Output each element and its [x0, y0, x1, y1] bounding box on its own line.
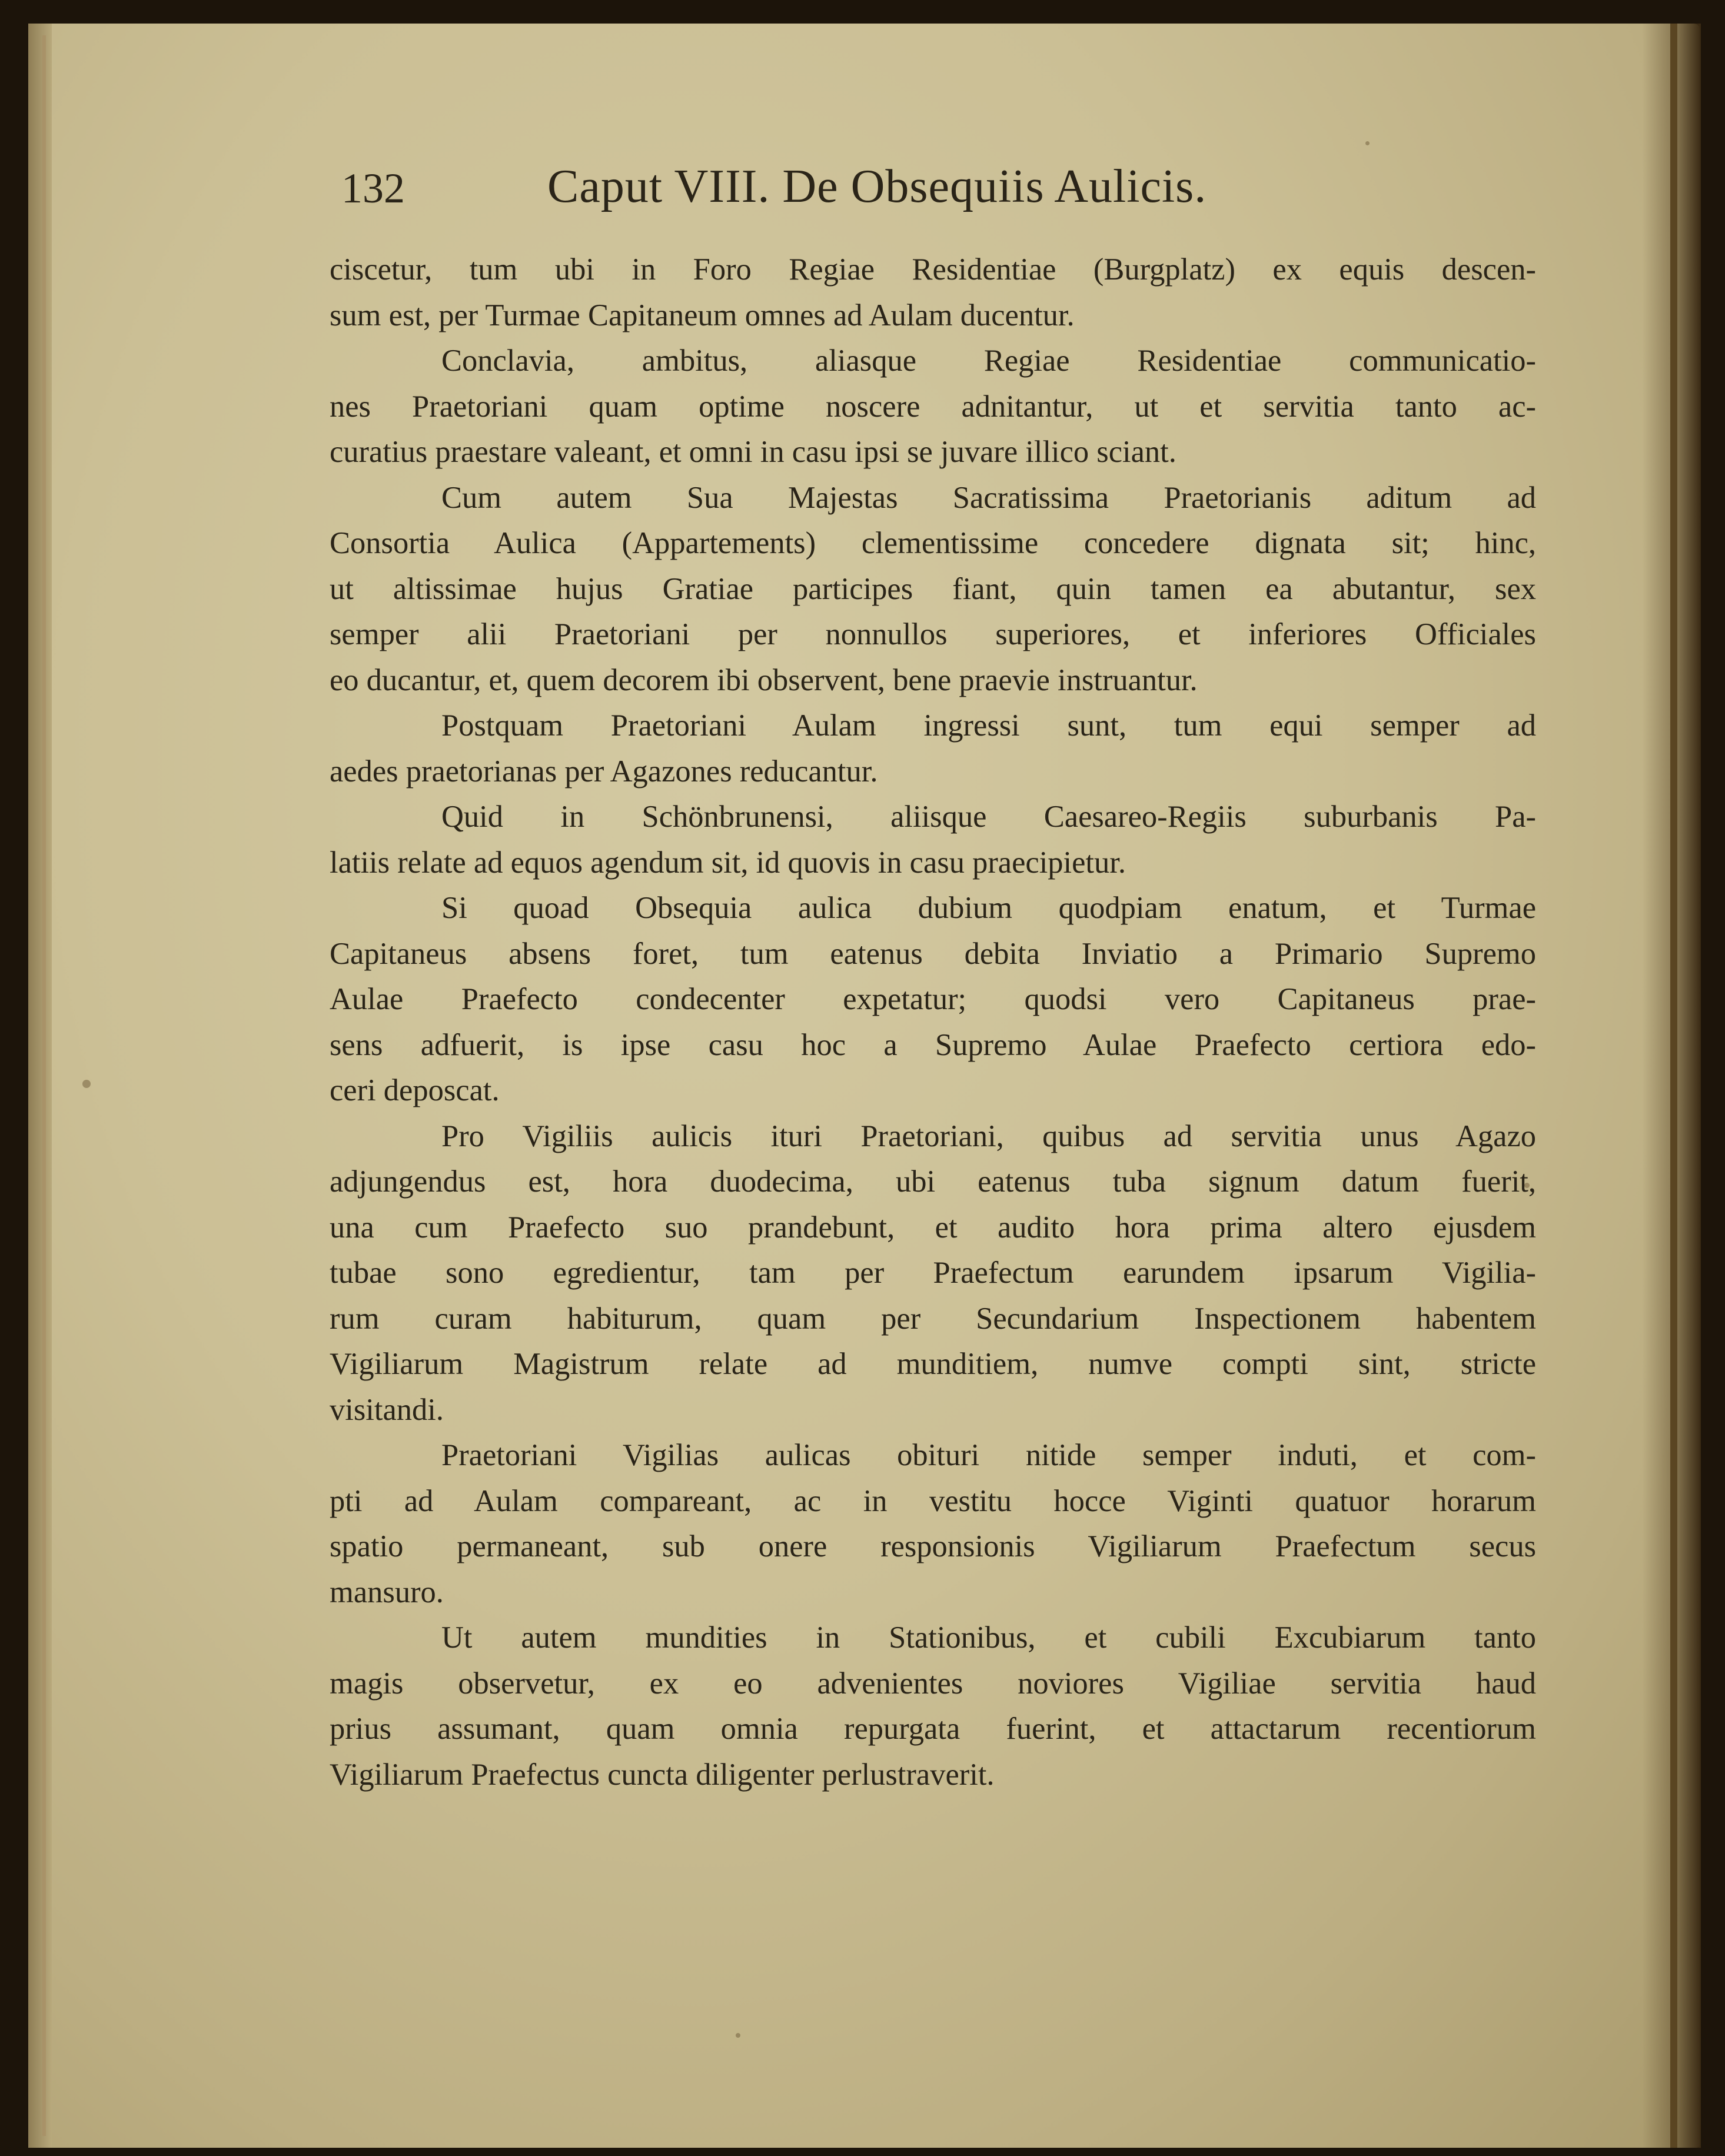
text-line: spatio permaneant, sub onere responsionis Vigiliarum Praefectum secus: [330, 1529, 1536, 1563]
gutter-line: [42, 35, 46, 2136]
text-line: Vigiliarum Magistrum relate ad munditiem, numve compti sint, stricte: [330, 1347, 1536, 1381]
text-line: prius assumant, quam omnia repurgata fuerint, et attactarum recentiorum: [330, 1712, 1536, 1746]
text-line: ceri deposcat.: [330, 1073, 500, 1107]
text-line: sens adfuerit, is ipse casu hoc a Supremo Aulae Praefecto certiora edo-: [330, 1027, 1536, 1062]
paper-speck: [1365, 141, 1370, 145]
text-line: sum est, per Turmae Capitaneum omnes ad Aulam ducentur.: [330, 298, 1075, 332]
text-line: Vigiliarum Praefectus cuncta diligenter perlustraverit.: [330, 1757, 995, 1792]
text-line: nes Praetoriani quam optime noscere adnitantur, ut et servitia tanto ac-: [330, 389, 1536, 424]
text-line: Postquam Praetoriani Aulam ingressi sunt, tum equi semper ad: [441, 708, 1536, 743]
text-line: ciscetur, tum ubi in Foro Regiae Residentiae (Burgplatz) ex equis descen-: [330, 252, 1536, 287]
paper-speck: [736, 2033, 740, 2038]
text-line: Aulae Praefecto condecenter expetatur; quodsi vero Capitaneus prae-: [330, 982, 1536, 1016]
page-header: [330, 159, 1536, 247]
text-line: ut altissimae hujus Gratiae participes fiant, quin tamen ea abutantur, sex: [330, 571, 1536, 606]
page-number: 132: [341, 165, 405, 212]
text-line: Quid in Schönbrunensi, aliisque Caesareo-Regiis suburbanis Pa-: [441, 800, 1536, 834]
text-line: magis observetur, ex eo advenientes noviores Vigiliae servitia haud: [330, 1666, 1536, 1701]
text-line: Capitaneus absens foret, tum eatenus debita Inviatio a Primario Supremo: [330, 936, 1536, 971]
text-line: Si quoad Obsequia aulica dubium quodpiam enatum, et Turmae: [441, 891, 1536, 925]
text-line: semper alii Praetoriani per nonnullos superiores, et inferiores Officiales: [330, 617, 1536, 651]
text-line: mansuro.: [330, 1575, 444, 1609]
text-line: una cum Praefecto suo prandebunt, et audito hora prima altero ejusdem: [330, 1210, 1536, 1245]
text-line: tubae sono egredientur, tam per Praefectum earundem ipsarum Vigilia-: [330, 1256, 1536, 1290]
text-line: Praetoriani Vigilias aulicas obituri nitide semper induti, et com-: [441, 1438, 1536, 1472]
text-line: rum curam habiturum, quam per Secundarium Inspectionem habentem: [330, 1301, 1536, 1336]
running-title: Caput VIII. De Obsequiis Aulicis.: [547, 161, 1207, 212]
text-line: Ut autem mundities in Stationibus, et cubili Excubiarum tanto: [441, 1621, 1536, 1655]
text-line: curatius praestare valeant, et omni in casu ipsi se juvare illico sciant.: [330, 435, 1176, 469]
page-text: [330, 159, 1536, 1798]
text-line: pti ad Aulam compareant, ac in vestitu hocce Viginti quatuor horarum: [330, 1483, 1536, 1518]
body-text: [330, 247, 1536, 1798]
text-line: aedes praetorianas per Agazones reducantur.: [330, 754, 878, 788]
paper-speck: [82, 1080, 91, 1088]
text-line: visitandi.: [330, 1392, 444, 1427]
page-fold: [1670, 24, 1677, 2148]
text-line: Consortia Aulica (Appartements) clementissime concedere dignata sit; hinc,: [330, 526, 1536, 560]
binding-edge: [28, 24, 52, 2148]
text-line: adjungendus est, hora duodecima, ubi eatenus tuba signum datum fuerit,: [330, 1164, 1536, 1199]
text-line: Pro Vigiliis aulicis ituri Praetoriani, quibus ad servitia unus Agazo: [441, 1119, 1536, 1153]
text-line: latiis relate ad equos agendum sit, id quovis in casu praecipietur.: [330, 845, 1126, 880]
text-line: Cum autem Sua Majestas Sacratissima Praetorianis aditum ad: [441, 480, 1536, 515]
text-line: Conclavia, ambitus, aliasque Regiae Residentiae communicatio-: [441, 344, 1536, 378]
text-line: eo ducantur, et, quem decorem ibi observent, bene praevie instruantur.: [330, 663, 1198, 697]
